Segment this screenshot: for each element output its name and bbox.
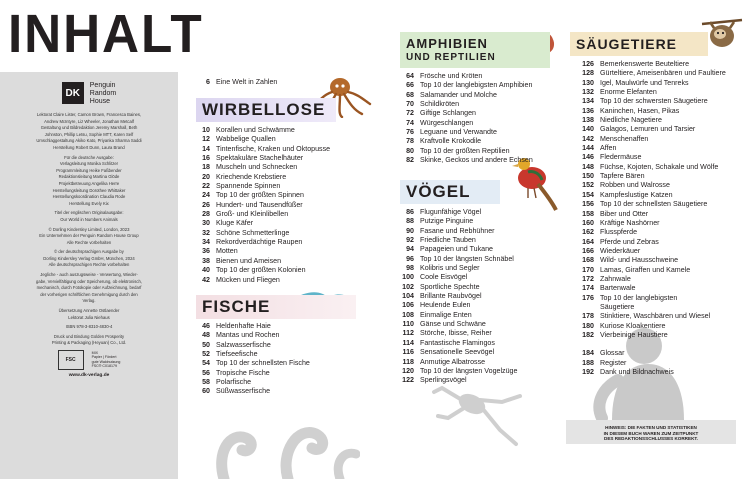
toc-entry[interactable]: 142 Menschenaffen [582, 134, 649, 143]
toc-entry[interactable]: 96 Top 10 der längsten Schnäbel [406, 254, 514, 263]
toc-entry[interactable]: 178 Stinktiere, Waschbären und Wiesel [582, 312, 711, 321]
toc-entry[interactable]: 150 Tapfere Bären [582, 172, 645, 181]
toc-entry[interactable]: 146 Fledermäuse [582, 153, 642, 162]
toc-entry[interactable]: 86 Flugunfähige Vögel [406, 208, 482, 216]
toc-entry[interactable]: 180 Kuriose Kloakentiere [582, 321, 666, 330]
toc-entry[interactable]: 166 Wiederkäuer [582, 246, 641, 255]
imprint-sidebar [0, 72, 178, 479]
toc-entry-dank[interactable]: 192 Dank und Bildnachweis [582, 368, 674, 376]
toc-entry[interactable]: 16 Spektakuläre Stachelhäuter [202, 154, 304, 163]
toc-entry[interactable]: 168 Wild- und Hausschweine [582, 256, 679, 265]
toc-entry[interactable]: 30 Kluge Käfer [202, 219, 254, 228]
fsc-certification: FSC MIX Papier | Fördert gute Waldnutzung FSC® C018179 [8, 350, 170, 370]
toc-entry[interactable]: 46 Heldenhafte Haie [202, 322, 271, 330]
toc-entry[interactable]: 162 Flusspferde [582, 228, 638, 237]
toc-entry[interactable]: 170 Lamas, Giraffen und Kamele [582, 265, 691, 274]
tentacle-silhouette [210, 392, 360, 479]
toc-entry[interactable]: 78 Kraftvolle Krokodile [406, 137, 482, 146]
page-title: INHALT [8, 4, 204, 64]
frog-silhouette [428, 378, 524, 452]
toc-entry[interactable]: 100 Coole Eisvögel [402, 273, 468, 282]
toc-entry[interactable]: 158 Biber und Otter [582, 209, 649, 218]
toc-entry[interactable]: 152 Robben und Walrosse [582, 181, 670, 190]
toc-list-saeugetiere [578, 60, 726, 377]
toc-entry[interactable]: 28 Groß- und Kleinlibellen [202, 210, 289, 219]
toc-entry[interactable]: 34 Rekordverdächtige Raupen [202, 238, 303, 247]
toc-entry[interactable]: 64 Frösche und Kröten [406, 72, 483, 80]
toc-entry[interactable]: 136 Kaninchen, Hasen, Pikas [582, 106, 680, 115]
toc-entry[interactable]: 144 Affen [582, 144, 617, 153]
toc-entry[interactable]: 164 Pferde und Zebras [582, 237, 659, 246]
toc-entry[interactable]: 60 Süßwasserfische [202, 387, 271, 396]
toc-entry[interactable]: 104 Brillante Raubvögel [402, 292, 482, 301]
toc-entry[interactable]: 172 Zahnwale [582, 274, 631, 283]
toc-entry[interactable]: 20 Kriechende Krebstiere [202, 172, 287, 181]
toc-entry[interactable]: 12 Wabbelige Quallen [202, 135, 276, 144]
toc-entry[interactable]: 182 Vierbeinige Haustiere [582, 330, 668, 339]
toc-entry[interactable]: 118 Anmutige Albatrosse [402, 357, 486, 366]
toc-entry[interactable]: 130 Igel, Maulwürfe und Tenreks [582, 78, 689, 87]
toc-entry[interactable]: 48 Mantas und Rochen [202, 331, 280, 340]
toc-entry[interactable]: 140 Galagos, Lemuren und Tarsier [582, 125, 696, 134]
toc-entry[interactable]: 108 Einmalige Enten [402, 310, 472, 319]
toc-entry[interactable]: 32 Schöne Schmetterlinge [202, 228, 290, 237]
toc-entry[interactable]: 40 Top 10 der größten Kolonien [202, 266, 306, 275]
toc-entry[interactable]: 80 Top 10 der größten Reptilien [406, 146, 510, 155]
section-heading-wirbellose: WIRBELLOSE [196, 98, 336, 122]
toc-entry[interactable]: 122 Sperlingsvögel [402, 376, 467, 385]
toc-entry[interactable]: 66 Top 10 der langlebigsten Amphibien [406, 81, 533, 90]
toc-entry[interactable]: 10 Korallen und Schwämme [202, 126, 295, 134]
toc-entry[interactable]: 58 Polarfische [202, 378, 252, 387]
toc-entry[interactable]: 54 Top 10 der schnellsten Fische [202, 359, 310, 368]
toc-entry[interactable]: 72 Giftige Schlangen [406, 109, 476, 118]
toc-entry[interactable]: 74 Würgeschlangen [406, 118, 474, 127]
section-heading-amphibien: AMPHIBIEN UND REPTILIEN [400, 32, 550, 68]
toc-entry[interactable]: 90 Fasane und Rebhühner [406, 226, 495, 235]
toc-entry[interactable]: 160 Kräftige Nashörner [582, 218, 660, 227]
toc-entry[interactable]: 18 Muscheln und Schnecken [202, 163, 298, 172]
toc-entry[interactable]: 92 Friedliche Tauben [406, 236, 476, 245]
toc-entry[interactable]: 174 Bartenwale [582, 284, 636, 293]
toc-entry[interactable]: 24 Top 10 der größten Spinnen [202, 191, 304, 200]
toc-entry[interactable]: 120 Top 10 der längsten Vogelzüge [402, 366, 518, 375]
toc-intro [196, 78, 277, 87]
toc-list-voegel [400, 208, 517, 386]
toc-entry[interactable]: 114 Fantastische Flamingos [402, 338, 495, 347]
toc-entry[interactable]: 134 Top 10 der schwersten Säugetiere [582, 97, 708, 106]
toc-entry[interactable]: 42 Mücken und Fliegen [202, 275, 280, 284]
section-heading-saeugetiere: SÄUGETIERE [570, 32, 708, 56]
toc-list-fische [196, 322, 310, 397]
toc-entry[interactable]: 156 Top 10 der schnellsten Säugetiere [582, 200, 708, 209]
toc-entry[interactable]: 56 Tropische Fische [202, 368, 270, 377]
toc-entry[interactable]: 112 Störche, Ibisse, Reiher [402, 329, 492, 338]
publisher-url: www.dk-verlag.de [68, 372, 110, 378]
toc-entry-continuation[interactable]: Säugetiere [600, 302, 635, 311]
accuracy-note: HINWEIS: DIE FAKTEN UND STATISTIKEN IN DIESEM BUCH WAREN ZUM ZEITPUNKT DES REDAKTIONSSCHLUSSES KORREKT. [566, 420, 736, 444]
toc-entry[interactable]: 132 Enorme Elefanten [582, 88, 657, 97]
toc-entry[interactable]: 68 Salamander und Molche [406, 90, 497, 99]
isbn: ISBN 978-3-8310-4830-4 [65, 324, 113, 330]
toc-entry[interactable]: 14 Tintenfische, Kraken und Oktopusse [202, 144, 331, 153]
toc-entry[interactable]: 110 Gänse und Schwäne [402, 320, 486, 329]
section-heading-fische: FISCHE [196, 295, 356, 319]
toc-entry[interactable]: 82 Skinke, Geckos und andere Echsen [406, 156, 533, 165]
toc-entry[interactable]: 22 Spannende Spinnen [202, 182, 281, 191]
toc-entry[interactable]: 154 Kampfeslustige Katzen [582, 190, 673, 199]
toc-list-amphibien [400, 72, 533, 165]
toc-entry[interactable]: 88 Putzige Pinguine [406, 217, 474, 226]
section-heading-voegel: VÖGEL [400, 180, 500, 204]
toc-entry[interactable]: 36 Motten [202, 247, 238, 256]
toc-entry[interactable]: 106 Heulende Eulen [402, 301, 471, 310]
toc-entry[interactable]: 70 Schildkröten [406, 100, 460, 109]
toc-entry[interactable]: 94 Papageien und Tukane [406, 245, 493, 254]
toc-entry[interactable]: 176 Top 10 der langlebigsten [582, 293, 678, 302]
toc-entry[interactable]: 38 Bienen und Ameisen [202, 256, 282, 265]
toc-entry[interactable]: 50 Salzwasserfische [202, 340, 271, 349]
toc-entry[interactable]: 52 Tiefseefische [202, 350, 258, 359]
toc-entry[interactable]: 148 Füchse, Kojoten, Schakale und Wölfe [582, 162, 719, 171]
toc-entry-glossar[interactable]: 184 Glossar [582, 349, 625, 358]
toc-entry[interactable]: 128 Gürteltiere, Ameisenbären und Faultiere [582, 69, 726, 78]
toc-entry[interactable]: 26 Hundert- und Tausendfüßer [202, 200, 303, 209]
toc-entry[interactable]: 126 Bemerkenswerte Beuteltiere [582, 60, 690, 68]
publisher-logo [8, 82, 170, 106]
toc-entry[interactable]: 138 Niedliche Nagetiere [582, 116, 662, 125]
toc-entry[interactable]: 116 Sensationelle Seevögel [402, 348, 495, 357]
toc-entry[interactable]: 6 Eine Welt in Zahlen [206, 78, 278, 86]
dk-logo-icon: DK [62, 82, 84, 104]
toc-entry[interactable]: 98 Kolibris und Segler [406, 264, 480, 273]
toc-list-wirbellose [196, 126, 330, 285]
toc-entry[interactable]: 102 Sportliche Spechte [402, 282, 480, 291]
prh-logo-text: Penguin Random House [89, 82, 117, 105]
imprint-text: Lektorat Claire Lister, Camon Brown, Francesca Baines, Andrew McIntyre, Liz Wheeler, Jonathan Metcalf Gestaltung und Bildredaktion Jeremy Marshall, Beth Johnston, Phillip Letsu, Sophie MTT, Karen Self Umschlaggestaltung Akiko Kato, Priyanka Sharma Saddi Herstellung Robert Dunn, Laura Brand Für die deutsche Ausgabe: Verlagsleitung Monika Schlitzer Programmleitung Heike Faßbender Redaktionsleitung Martina Glöde Projektbetreuung Angelika Herre Herstellungsleitung Dorothee Whittaker Herstellungskoordination Claudia Rode Herstellung Evely Kix Titel der englischen Originalausgabe: Our World in Numbers Animals © Dorling Kindersley Limited, London, 2023 Ein Unternehmen der Penguin Random House Group Alle Rechte vorbehalten © der deutschsprachigen Ausgabe by Dorling Kindersley Verlag GmbH, München, 2024 Alle deutschsprachigen Rechte vorbehalten Jegliche - auch auszugsweise - Verwertung, Wieder- gabe, Vervielfältigung oder Speicherung, ob elektronisch, mechanisch, durch Fotokopie oder Aufzeichnung, bedarf der vorherigen schriftlichen Genehmigung durch den Verlag. Übersetzung Annette Ostlaender Lektorat Julia Niehaus ISBN 978-3-8310-4830-4 Druck und Bindung Golden Prosperity Printing & Packaging (Heyuan) Co., Ltd. [8, 112, 170, 346]
toc-entry-register[interactable]: 188 Register [582, 358, 627, 367]
fsc-logo-icon: FSC [58, 350, 84, 370]
toc-entry[interactable]: 76 Leguane und Verwandte [406, 128, 497, 137]
